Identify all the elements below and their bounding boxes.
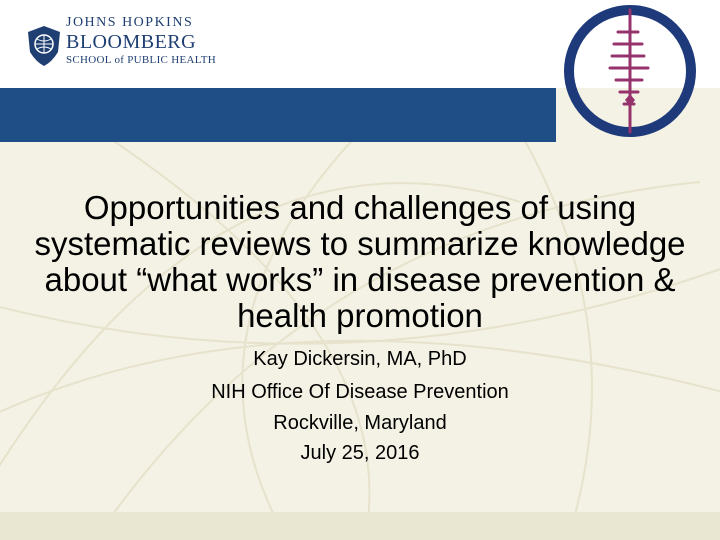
- footer-band: [0, 512, 720, 540]
- header-accent-bar: [0, 88, 556, 142]
- org-line-3: SCHOOL of PUBLIC HEALTH: [66, 54, 217, 66]
- org-line-1: JOHNS HOPKINS: [66, 15, 194, 30]
- jhu-wordmark: [66, 16, 216, 66]
- slide-title: Opportunities and challenges of using systematic reviews to summarize knowledge about “what works” in disease prevention & health promotion: [34, 189, 686, 334]
- jhu-shield-icon: [26, 24, 62, 68]
- org-line-2: BLOOMBERG: [66, 31, 197, 53]
- presenter-name: Kay Dickersin, MA, PhD: [253, 348, 467, 370]
- presentation-location: Rockville, Maryland: [273, 412, 447, 434]
- presenter-organization: NIH Office Of Disease Prevention: [211, 381, 509, 403]
- cochrane-logo-icon: [562, 2, 698, 140]
- presentation-date: July 25, 2016: [300, 442, 420, 464]
